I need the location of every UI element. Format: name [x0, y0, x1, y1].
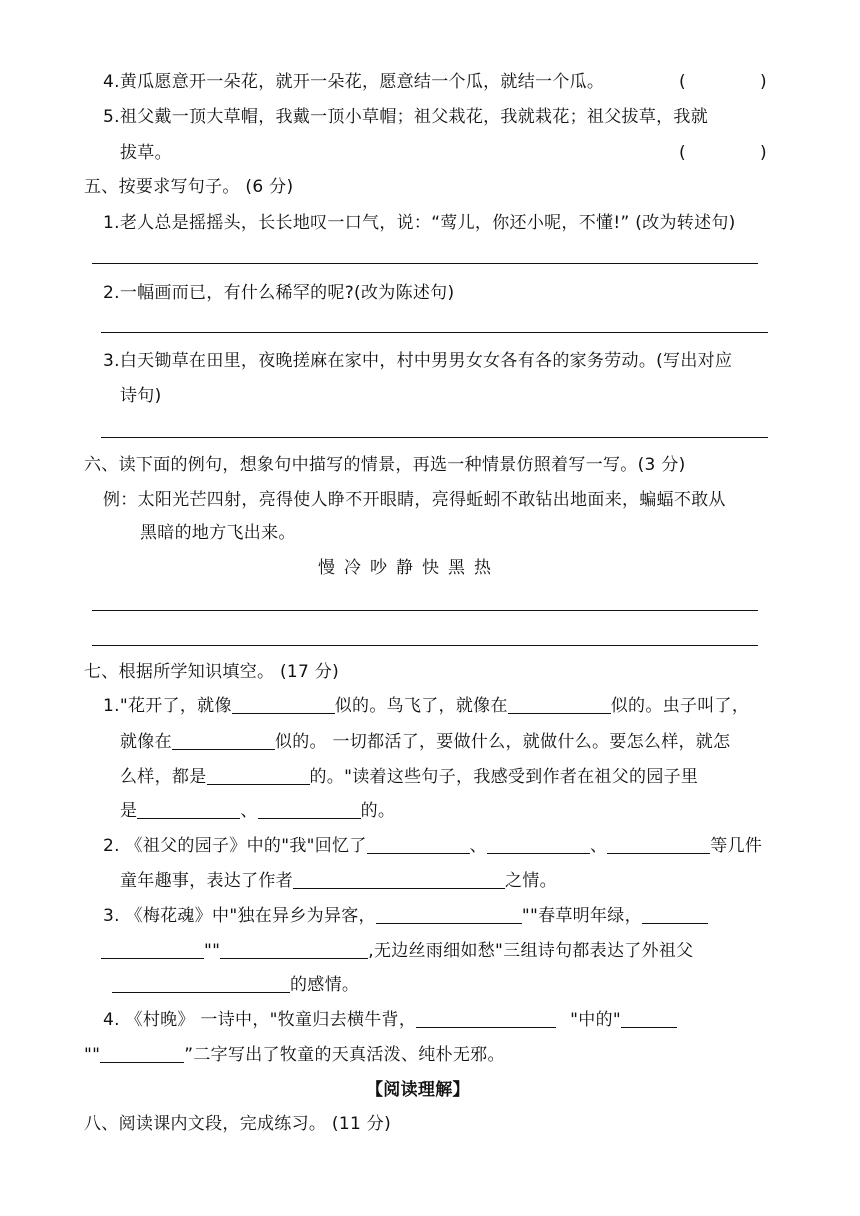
fill-blank[interactable] [100, 1044, 184, 1063]
fill-blank[interactable] [508, 695, 611, 714]
text-segment: 就像在 [120, 732, 172, 752]
text-segment: "" [204, 941, 221, 961]
section-6-example-line1: 例：太阳光芒四射，亮得使人睁不开眼睛，亮得蚯蚓不敢钻出地面来，蝙蝠不敢从 [103, 490, 726, 510]
section-7-q3-line1 [103, 904, 708, 928]
text-segment: 、 [240, 801, 258, 821]
section-7-q1-line1 [103, 694, 749, 718]
text-segment: 2. 《祖父的园子》中的"我"回忆了 [103, 836, 367, 856]
section-6-title: 六、读下面的例句，想象句中描写的情景，再选一种情景仿照着写一写。(3 分) [84, 455, 686, 475]
text-segment: 的感情。 [290, 975, 360, 995]
fill-blank[interactable] [416, 1009, 556, 1028]
question-4-5-line2: 拔草。 [120, 143, 172, 163]
question-4-4: 4.黄瓜愿意开一朵花，就开一朵花，愿意结一个瓜，就结一个瓜。 [103, 72, 605, 92]
section-7-q2-line2 [120, 869, 557, 893]
text-segment: 等几件 [710, 836, 763, 856]
section-5-title: 五、按要求写句子。 (6 分) [84, 177, 294, 197]
text-segment: ""春草明年绿， [521, 906, 642, 926]
section-6-word-choices: 慢 冷 吵 静 快 黑 热 [318, 558, 492, 578]
fill-blank[interactable] [621, 1009, 677, 1028]
text-segment: "中的" [570, 1010, 621, 1030]
fill-blank[interactable] [220, 940, 368, 959]
text-segment: "" [84, 1045, 101, 1065]
section-8-title: 八、阅读课内文段，完成练习。 (11 分) [84, 1114, 392, 1134]
section-7-title: 七、根据所学知识填空。 (17 分) [84, 662, 340, 682]
section-7-q4-line2 [84, 1043, 505, 1067]
question-4-5-line1: 5.祖父戴一顶大草帽，我戴一顶小草帽；祖父栽花，我就栽花；祖父拔草，我就 [103, 107, 709, 127]
section-5-question-3-line2: 诗句) [120, 386, 162, 406]
fill-blank[interactable] [376, 905, 522, 924]
reading-comprehension-header: 【阅读理解】 [366, 1080, 470, 1100]
fill-blank[interactable] [258, 800, 361, 819]
fill-blank[interactable] [642, 905, 708, 924]
fill-blank[interactable] [367, 835, 470, 854]
answer-line[interactable] [101, 332, 768, 333]
text-segment: 的。 [360, 801, 396, 821]
text-segment: 似的。鸟飞了，就像在 [334, 696, 508, 716]
fill-blank[interactable] [607, 835, 710, 854]
section-5-question-2: 2.一幅画而已，有什么稀罕的呢?(改为陈述句) [103, 283, 455, 303]
section-5-question-1: 1.老人总是摇摇头，长长地叹一口气，说：“莺儿，你还小呢，不懂!” (改为转述句) [103, 213, 736, 233]
text-segment: 的。"读着这些句子，我感受到作者在祖父的园子里 [309, 767, 699, 787]
fill-blank[interactable] [207, 766, 310, 785]
text-segment: ,无边丝雨细如愁"三组诗句都表达了外祖父 [368, 941, 694, 961]
text-segment: 么样，都是 [120, 767, 207, 787]
fill-blank[interactable] [232, 695, 335, 714]
answer-line[interactable] [101, 437, 768, 438]
answer-paren-open: ( [679, 143, 686, 163]
fill-blank[interactable] [101, 940, 204, 959]
section-5-question-3-line1: 3.白天锄草在田里，夜晚搓麻在家中，村中男男女女各有各的家务劳动。(写出对应 [103, 351, 733, 371]
section-7-q3-line3 [112, 973, 359, 997]
section-7-q1-line3 [120, 765, 698, 789]
text-segment: 似的。虫子叫了， [610, 696, 750, 716]
section-7-q2-line1 [103, 834, 762, 858]
fill-blank[interactable] [293, 870, 505, 889]
section-7-q3-line2 [101, 939, 693, 963]
answer-line[interactable] [92, 645, 758, 646]
fill-blank[interactable] [112, 974, 290, 993]
answer-line[interactable] [92, 610, 758, 611]
text-segment: 童年趣事，表达了作者 [120, 871, 293, 891]
answer-line[interactable] [92, 263, 758, 264]
text-segment: 1."花开了，就像 [103, 696, 232, 716]
text-segment: 、 [589, 836, 608, 856]
text-segment: ”二字写出了牧童的天真活泼、纯朴无邪。 [184, 1045, 505, 1065]
section-7-q1-line4 [120, 799, 395, 823]
section-7-q1-line2 [120, 730, 730, 754]
text-segment: 是 [120, 801, 138, 821]
text-segment: 3. 《梅花魂》中"独在异乡为异客， [103, 906, 376, 926]
fill-blank[interactable] [137, 800, 240, 819]
section-6-example-line2: 黑暗的地方飞出来。 [140, 523, 296, 543]
fill-blank[interactable] [487, 835, 590, 854]
text-segment: 之情。 [505, 871, 557, 891]
answer-paren-open: ( [679, 72, 686, 92]
text-segment: 、 [469, 836, 487, 856]
section-7-q4-line1 [103, 1008, 677, 1032]
text-segment: 似的。 一切都活了，要做什么，就做什么。要怎么样，就怎 [274, 732, 731, 752]
answer-paren-close: ) [760, 143, 767, 163]
answer-paren-close: ) [760, 72, 767, 92]
text-segment: 4. 《村晚》 一诗中，"牧童归去横牛背， [103, 1010, 417, 1030]
fill-blank[interactable] [172, 731, 275, 750]
